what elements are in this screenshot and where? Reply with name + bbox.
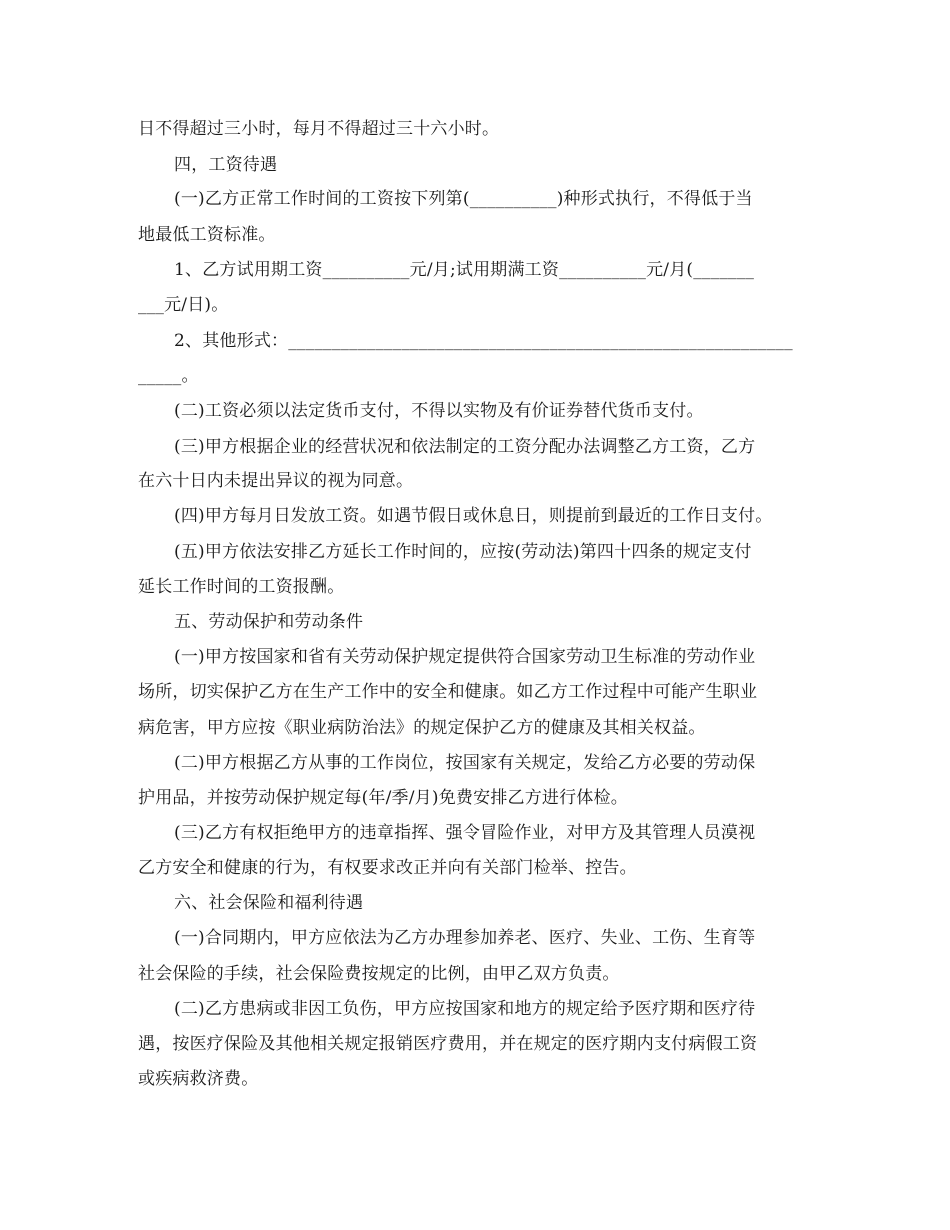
paragraph-line: (四)甲方每月日发放工资。如遇节假日或休息日，则提前到最近的工作日支付。	[174, 506, 773, 526]
paragraph-line: 遇，按医疗保险及其他相关规定报销医疗费用，并在规定的医疗期内支付病假工资	[138, 1034, 758, 1054]
paragraph-line: 延长工作时间的工资报酬。	[138, 577, 345, 597]
paragraph-line: (二)工资必须以法定货币支付，不得以实物及有价证券替代货币支付。	[174, 401, 704, 421]
paragraph-line: (二)甲方根据乙方从事的工作岗位，按国家有关规定，发给乙方必要的劳动保	[174, 753, 756, 773]
paragraph-line: (三)甲方根据企业的经营状况和依法制定的工资分配办法调整乙方工资，乙方	[174, 437, 756, 457]
paragraph-line: (一)合同期内，甲方应依法为乙方办理参加养老、医疗、失业、工伤、生育等	[174, 928, 756, 948]
paragraph-line: 地最低工资标准。	[138, 225, 276, 245]
section-heading: 四，工资待遇	[174, 155, 278, 175]
paragraph-line: 病危害，甲方应按《职业病防治法》的规定保护乙方的健康及其相关权益。	[138, 718, 706, 738]
paragraph-line: 日不得超过三小时，每月不得超过三十六小时。	[138, 119, 500, 139]
paragraph-line: ___元/日)。	[138, 295, 229, 315]
paragraph-line: 2、其他形式：__________________________________________________________	[174, 331, 793, 351]
paragraph-line: 社会保险的手续，社会保险费按规定的比例，由甲乙双方负责。	[138, 964, 620, 984]
paragraph-line: (二)乙方患病或非因工负伤，甲方应按国家和地方的规定给予医疗期和医疗待	[174, 999, 756, 1019]
paragraph-line: (一)甲方按国家和省有关劳动保护规定提供符合国家劳动卫生标准的劳动作业	[174, 647, 756, 667]
section-heading: 六、社会保险和福利待遇	[174, 893, 364, 913]
paragraph-line: (一)乙方正常工作时间的工资按下列第(__________)种形式执行，不得低于当	[174, 189, 753, 209]
section-heading: 五、劳动保护和劳动条件	[174, 612, 364, 632]
paragraph-line: 场所，切实保护乙方在生产工作中的安全和健康。如乙方工作过程中可能产生职业	[138, 682, 758, 702]
paragraph-line: 在六十日内未提出异议的视为同意。	[138, 471, 414, 491]
paragraph-line: (三)乙方有权拒绝甲方的违章指挥、强令冒险作业，对甲方及其管理人员漠视	[174, 823, 756, 843]
paragraph-line: (五)甲方依法安排乙方延长工作时间的，应按(劳动法)第四十四条的规定支付	[174, 542, 752, 562]
paragraph-line: 1、乙方试用期工资__________元/月;试用期满工资__________元/月(_______	[174, 260, 755, 280]
paragraph-line: 护用品，并按劳动保护规定每(年/季/月)免费安排乙方进行体检。	[138, 788, 628, 808]
paragraph-line: 或疾病救济费。	[138, 1069, 259, 1089]
paragraph-line: _____。	[138, 366, 199, 386]
paragraph-line: 乙方安全和健康的行为，有权要求改正并向有关部门检举、控告。	[138, 858, 637, 878]
